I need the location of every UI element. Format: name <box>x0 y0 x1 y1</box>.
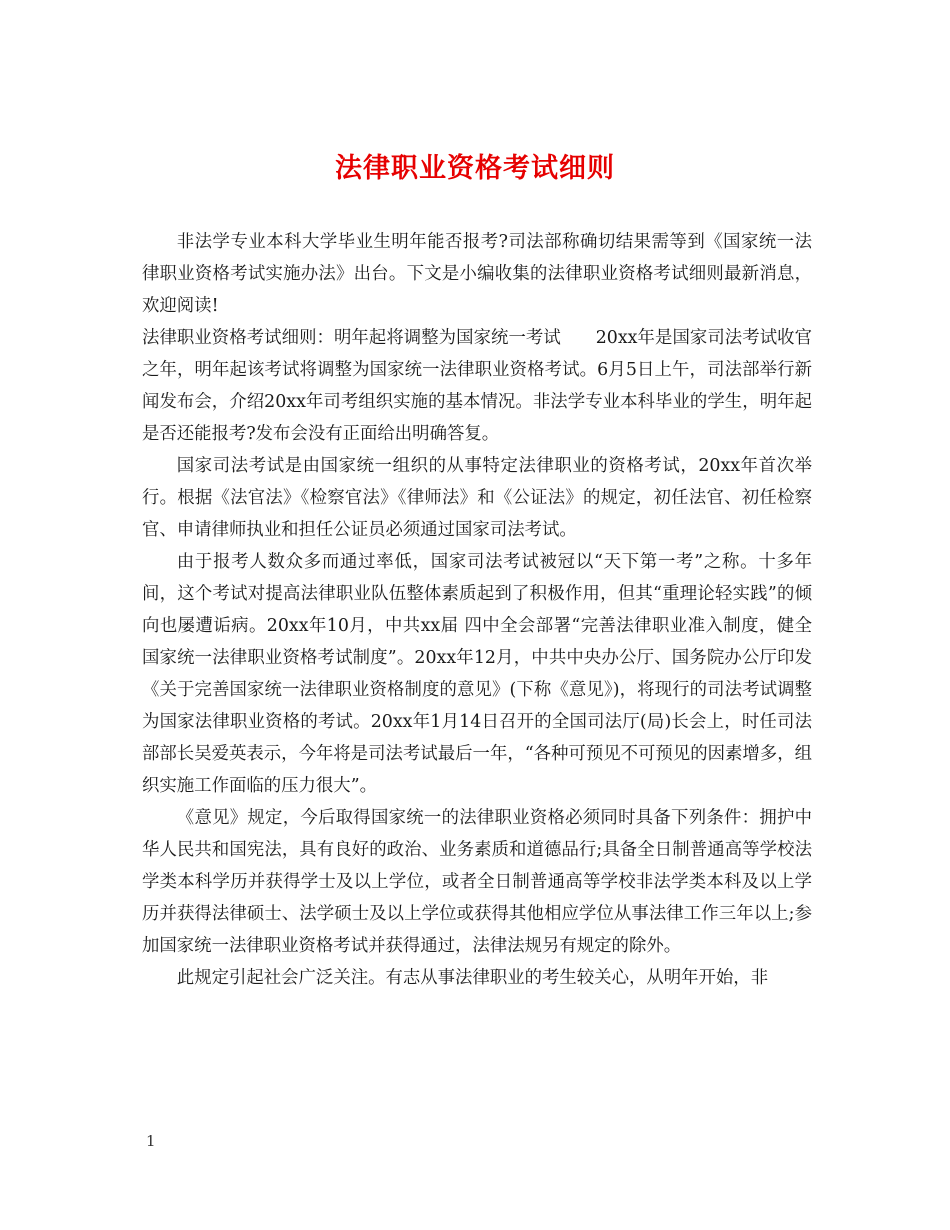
paragraph-6: 此规定引起社会广泛关注。有志从事法律职业的考生较关心，从明年开始，非 <box>176 968 769 988</box>
paragraph-5: 《意见》规定，今后取得国家统一的法律职业资格必须同时具备下列条件：拥护中华人民共和国宪法，具有良好的政治、业务素质和道德品行;具备全日制普通高等学校法学类本科学历并获得学士及以上学位，或者全日制普通高等学校非法学类本科及以上学历并获得法律硕士、法学硕士及以上学位或获得其他相应学位从事法律工作三年以上;参加国家统一法律职业资格考试并获得通过，法律法规另有规定的除外。 <box>142 808 812 956</box>
page-number: 1 <box>146 1132 156 1150</box>
paragraph-4: 由于报考人数众多而通过率低，国家司法考试被冠以“天下第一考”之称。十多年间，这个考试对提高法律职业队伍整体素质起到了积极作用，但其“重理论轻实践”的倾向也屡遭诟病。20xx年10月，中共xx届 四中全会部署“完善法律职业准入制度，健全国家统一法律职业资格考试制度”。20xx年12月，中共中央办公厅、国务院办公厅印发《关于完善国家统一法律职业资格制度的意见》(下称《意见》)，将现行的司法考试调整为国家法律职业资格的考试。20xx年1月14日召开的全国司法厅(局)长会上，时任司法部部长吴爱英表示，今年将是司法考试最后一年，“各种可预见不可预见的因素增多，组织实施工作面临的压力很大”。 <box>142 552 812 796</box>
paragraph-3: 国家司法考试是由国家统一组织的从事特定法律职业的资格考试，20xx年首次举行。根据《法官法》《检察官法》《律师法》和《公证法》的规定，初任法官、初任检察官、申请律师执业和担任公证员必须通过国家司法考试。 <box>142 456 812 540</box>
document-title: 法律职业资格考试细则 <box>335 153 615 185</box>
paragraph-2: 法律职业资格考试细则：明年起将调整为国家统一考试 20xx年是国家司法考试收官之年，明年起该考试将调整为国家统一法律职业资格考试。6月5日上午，司法部举行新闻发布会，介绍20xx年司考组织实施的基本情况。非法学专业本科毕业的学生，明年起是否还能报考?发布会没有正面给出明确答复。 <box>142 328 812 444</box>
document-body <box>142 226 812 994</box>
paragraph-1: 非法学专业本科大学毕业生明年能否报考?司法部称确切结果需等到《国家统一法律职业资格考试实施办法》出台。下文是小编收集的法律职业资格考试细则最新消息，欢迎阅读! <box>142 232 812 316</box>
